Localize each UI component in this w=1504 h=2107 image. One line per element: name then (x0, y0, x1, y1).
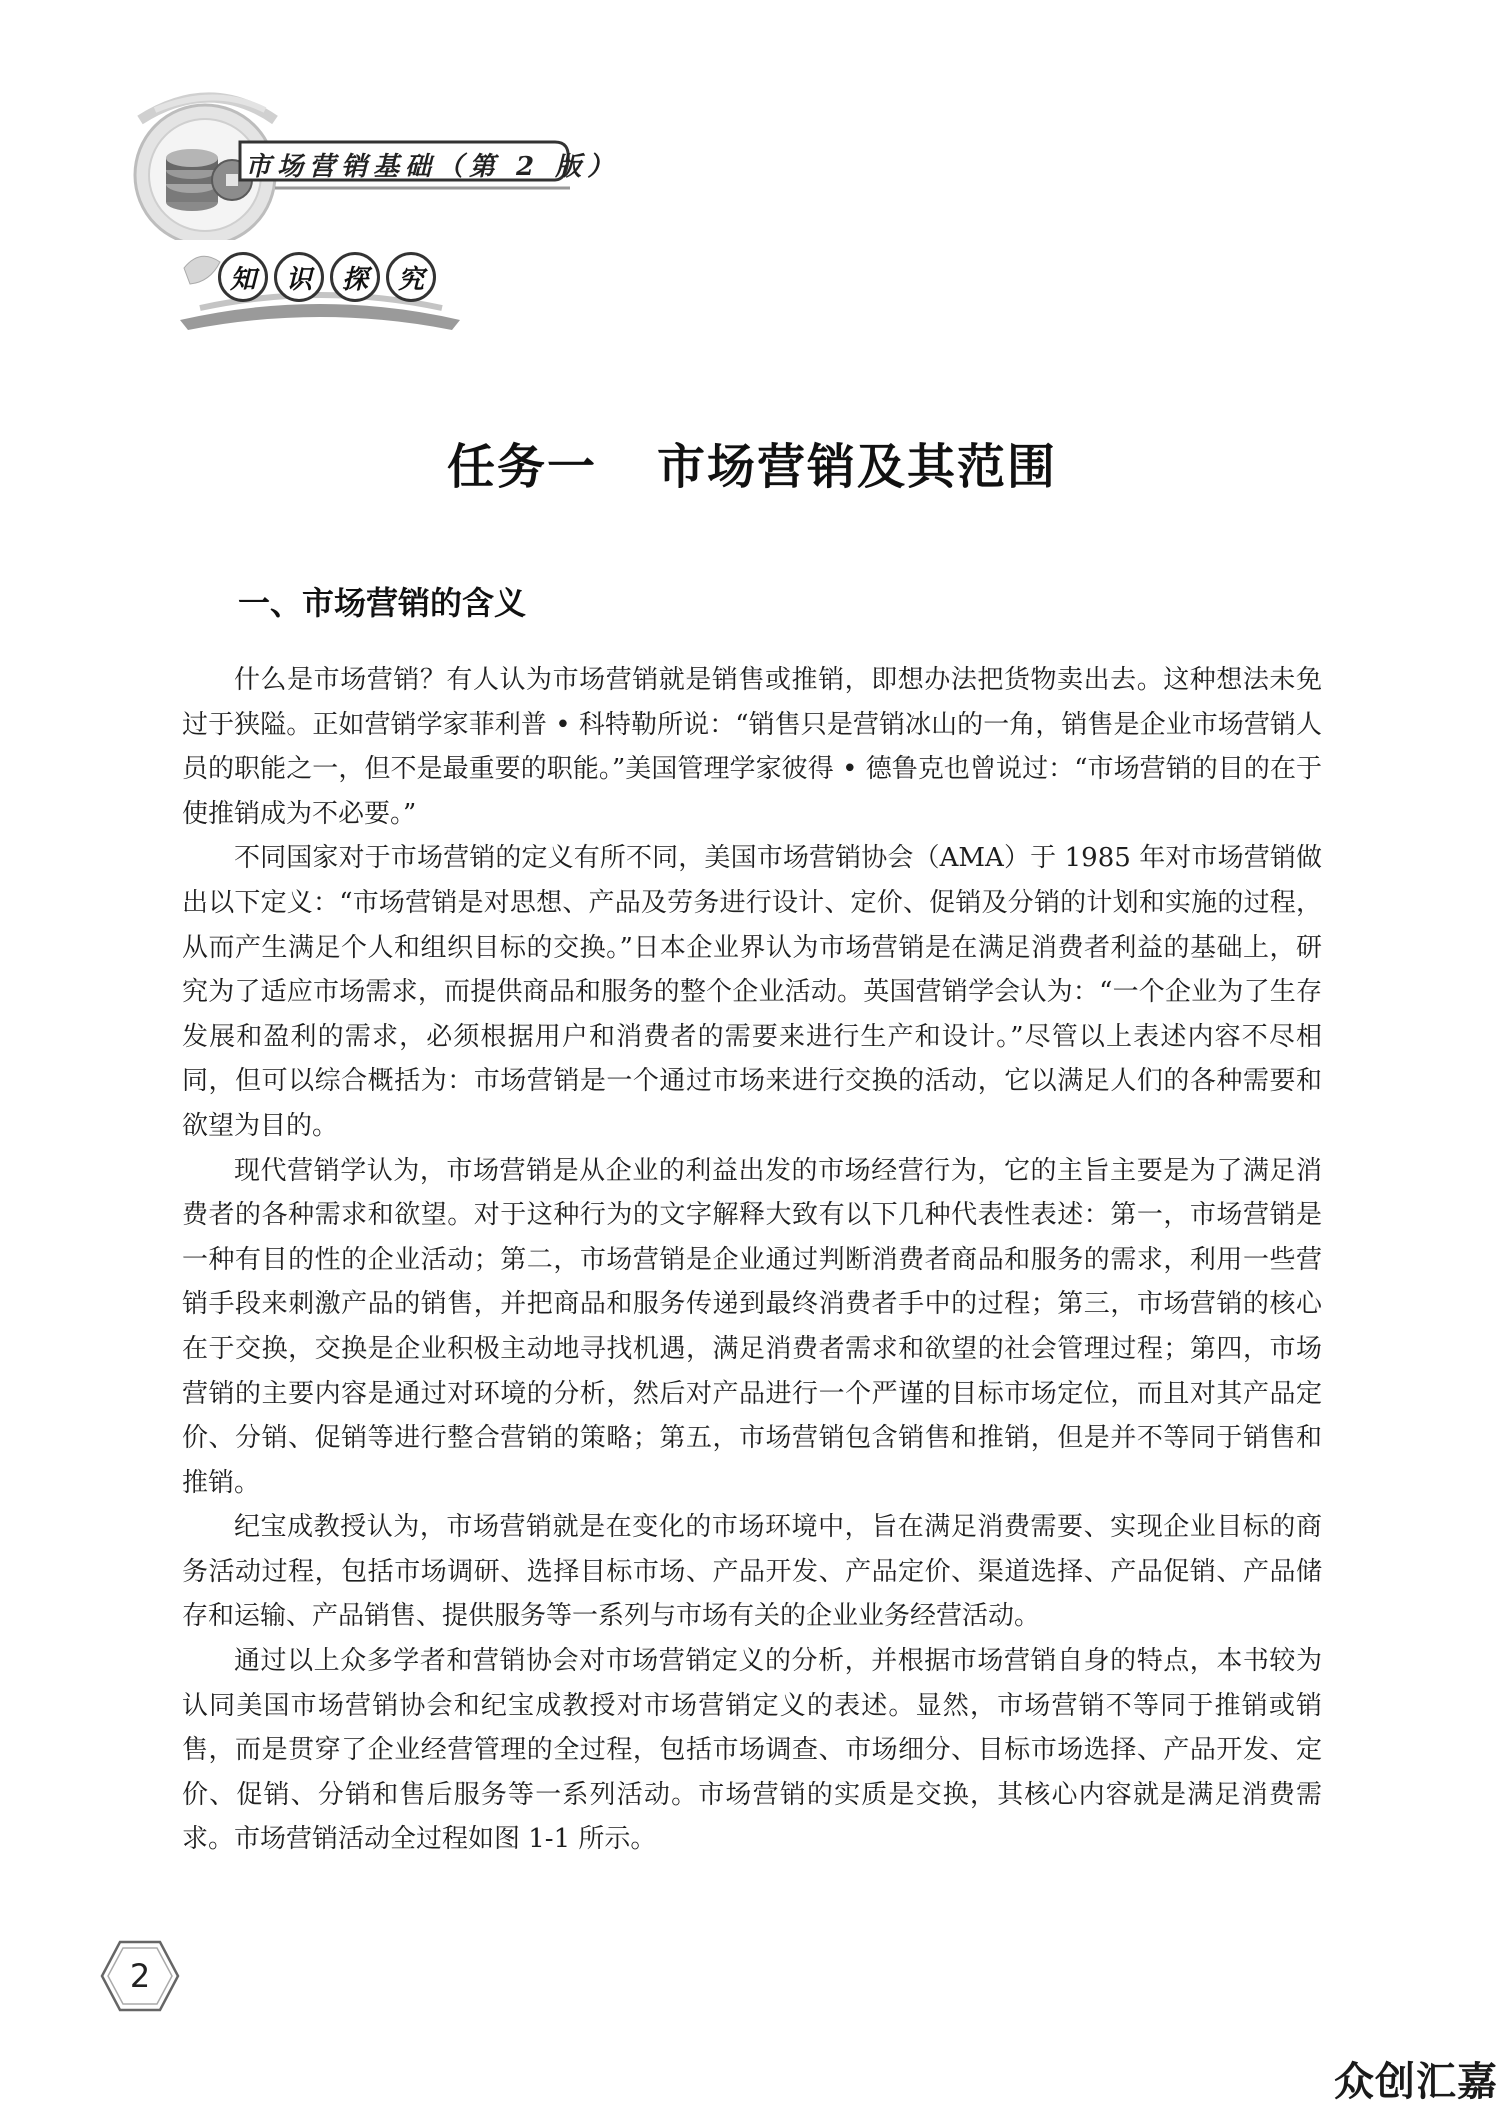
page-number: 2 (129, 1957, 151, 1995)
watermark: 众创汇嘉 (1334, 2059, 1498, 2105)
book-title: 市场营销基础（第 2 版） (245, 152, 620, 182)
task-title-text: 市场营销及其范围 (657, 439, 1058, 495)
task-label: 任务一 (446, 439, 597, 495)
section-heading: 一、市场营销的含义 (238, 584, 527, 622)
paragraph: 不同国家对于市场营销的定义有所不同，美国市场营销协会（AMA）于 1985 年对市场营销做出以下定义：“市场营销是对思想、产品及劳务进行设计、定价、促销及分销的计划和实施的过程，从而产生满足个人和组织目标的交换。”日本企业界认为市场营销是在满足消费者利益的基础上，研究为了适应市场需求，而提供商品和服务的整个企业活动。英国营销学会认为：“一个企业为了生存发展和盈利的需求，必须根据用户和消费者的需要来进行生产和设计。”尽管以上表述内容不尽相同，但可以综合概括为：市场营销是一个通过市场来进行交换的活动，它以满足人们的各种需要和欲望为目的。 (182, 843, 1322, 1141)
page-title (0, 428, 1504, 497)
badge-char: 探 (330, 252, 380, 302)
paragraph: 通过以上众多学者和营销协会对市场营销定义的分析，并根据市场营销自身的特点，本书较为认同美国市场营销协会和纪宝成教授对市场营销定义的表述。显然，市场营销不等同于推销或销售，而是贯穿了企业经营管理的全过程，包括市场调查、市场细分、目标市场选择、产品开发、定价、促销、分销和售后服务等一系列活动。市场营销的实质是交换，其核心内容就是满足消费需求。市场营销活动全过程如图 1-1 所示。 (182, 1646, 1322, 1855)
section-badge (180, 238, 460, 334)
page-number-badge (100, 1936, 180, 2016)
paragraph: 什么是市场营销？有人认为市场营销就是销售或推销，即想办法把货物卖出去。这种想法未免过于狭隘。正如营销学家菲利普 • 科特勒所说：“销售只是营销冰山的一角，销售是企业市场营销人员的职能之一，但不是最重要的职能。”美国管理学家彼得 • 德鲁克也曾说过：“市场营销的目的在于使推销成为不必要。” (182, 665, 1322, 829)
body-text (182, 658, 1322, 1862)
badge-char: 究 (386, 252, 436, 302)
paragraph: 现代营销学认为，市场营销是从企业的利益出发的市场经营行为，它的主旨主要是为了满足消费者的各种需求和欲望。对于这种行为的文字解释大致有以下几种代表性表述：第一，市场营销是一种有目的性的企业活动；第二，市场营销是企业通过判断消费者商品和服务的需求，利用一些营销手段来刺激产品的销售，并把商品和服务传递到最终消费者手中的过程；第三，市场营销的核心在于交换，交换是企业积极主动地寻找机遇，满足消费者需求和欲望的社会管理过程；第四，市场营销的主要内容是通过对环境的分析，然后对产品进行一个严谨的目标市场定位，而且对其产品定价、分销、促销等进行整合营销的策略；第五，市场营销包含销售和推销，但是并不等同于销售和推销。 (182, 1155, 1322, 1498)
book-header (100, 80, 620, 240)
badge-text (218, 252, 436, 302)
badge-char: 识 (274, 252, 324, 302)
paragraph: 纪宝成教授认为，市场营销就是在变化的市场环境中，旨在满足消费需要、实现企业目标的商务活动过程，包括市场调研、选择目标市场、产品开发、产品定价、渠道选择、产品促销、产品储存和运输、产品销售、提供服务等一系列与市场有关的企业业务经营活动。 (182, 1512, 1322, 1632)
badge-char: 知 (218, 252, 268, 302)
